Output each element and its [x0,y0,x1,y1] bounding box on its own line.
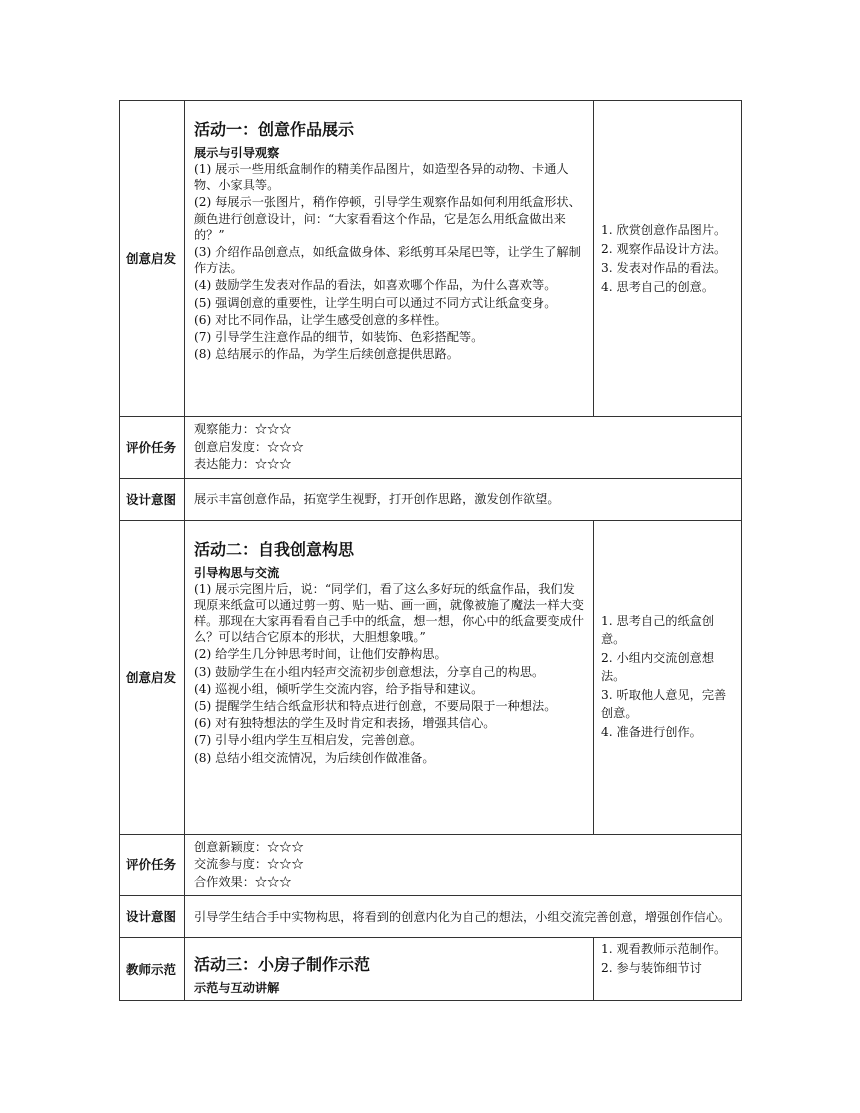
row-label: 设计意图 [120,478,185,520]
activity-three-content [185,938,594,1001]
step-1: (1) 展示一些用纸盒制作的精美作品图片，如造型各异的动物、卡通人物、小家具等。 [194,162,569,193]
activity-two-content [185,520,594,834]
activity-subtitle: 展示与引导观察 [194,146,280,160]
design-intent-row [120,896,742,938]
row-label: 设计意图 [120,896,185,938]
step-5: (5) 提醒学生结合纸盒形状和特点进行创意，不要局限于一种想法。 [194,698,557,713]
design-intent-text: 展示丰富创意作品，拓宽学生视野，打开创作思路，激发创作欲望。 [185,478,742,520]
step-2: (2) 每展示一张图片，稍作停顿，引导学生观察作品如何利用纸盒形状、颜色进行创意设计，问：“大家看看这个作品，它是怎么用纸盒做出来的？” [194,195,581,242]
activity-title: 活动二：自我创意构思 [194,539,355,559]
activity-one-row [120,101,742,417]
student-activity [594,938,742,1001]
row-label: 创意启发 [120,101,185,417]
activity-subtitle: 示范与互动讲解 [194,981,280,995]
evaluation-item: 表达能力：☆☆☆ [194,457,292,471]
evaluation-row [120,834,742,896]
student-item: 1. 欣赏创意作品图片。 [601,222,727,237]
design-intent-text: 引导学生结合手中实物构思，将看到的创意内化为自己的想法，小组交流完善创意，增强创作信心。 [185,896,742,938]
evaluation-item: 创意新颖度：☆☆☆ [194,839,304,854]
student-item: 3. 发表对作品的看法。 [601,260,727,275]
activity-one-content [185,101,594,417]
student-item: 1. 思考自己的纸盒创意。 [601,614,715,646]
step-5: (5) 强调创意的重要性，让学生明白可以通过不同方式让纸盒变身。 [194,295,557,310]
student-item: 4. 准备进行创作。 [601,725,702,739]
student-item: 1. 观看教师示范制作。 [601,942,727,956]
row-label: 教师示范 [120,938,185,1001]
activity-title: 活动三：小房子制作示范 [194,955,371,974]
step-3: (3) 鼓励学生在小组内轻声交流初步创意想法，分享自己的构思。 [194,664,545,679]
step-3: (3) 介绍作品创意点，如纸盒做身体、彩纸剪耳朵尾巴等，让学生了解制作方法。 [194,245,581,276]
step-6: (6) 对有独特想法的学生及时肯定和表扬，增强其信心。 [194,716,496,731]
activity-subtitle: 引导构思与交流 [194,565,280,580]
step-4: (4) 鼓励学生发表对作品的看法，如喜欢哪个作品，为什么喜欢等。 [194,278,557,293]
student-item: 2. 小组内交流创意想法。 [601,651,715,683]
evaluation-item: 观察能力：☆☆☆ [194,422,292,436]
lesson-plan-table [119,100,742,1001]
evaluation-item: 创意启发度：☆☆☆ [194,439,304,454]
evaluation-content [185,834,742,896]
evaluation-item: 交流参与度：☆☆☆ [194,857,304,871]
row-label: 创意启发 [120,520,185,834]
evaluation-row [120,417,742,479]
step-8: (8) 总结小组交流情况，为后续创作做准备。 [194,750,435,765]
student-activity [594,520,742,834]
student-item: 4. 思考自己的创意。 [601,279,715,294]
step-1: (1) 展示完图片后，说：“同学们，看了这么多好玩的纸盒作品，我们发现原来纸盒可以通过剪一剪、贴一贴、画一画，就像被施了魔法一样大变样。那现在大家再看看自己手中的纸盒，想一想，你心中的纸盒要变成什么？可以结合它原本的形状，大胆想象哦。” [194,581,584,645]
step-6: (6) 对比不同作品，让学生感受创意的多样性。 [194,312,447,327]
activity-title: 活动一：创意作品展示 [194,120,355,139]
evaluation-item: 合作效果：☆☆☆ [194,874,292,889]
step-7: (7) 引导小组内学生互相启发，完善创意。 [194,733,423,748]
activity-two-row [120,520,742,834]
step-7: (7) 引导学生注意作品的细节，如装饰、色彩搭配等。 [194,330,484,345]
row-label: 评价任务 [120,417,185,479]
student-item: 2. 观察作品设计方法。 [601,241,727,256]
step-4: (4) 巡视小组，倾听学生交流内容，给予指导和建议。 [194,681,484,696]
student-item: 3. 听取他人意见，完善创意。 [601,688,727,720]
student-item: 2. 参与装饰细节讨 [601,961,702,975]
row-label: 评价任务 [120,834,185,896]
student-activity [594,101,742,417]
step-2: (2) 给学生几分钟思考时间，让他们安静构思。 [194,647,447,662]
design-intent-row [120,478,742,520]
evaluation-content [185,417,742,479]
activity-three-row [120,938,742,1001]
step-8: (8) 总结展示的作品，为学生后续创意提供思路。 [194,347,459,362]
